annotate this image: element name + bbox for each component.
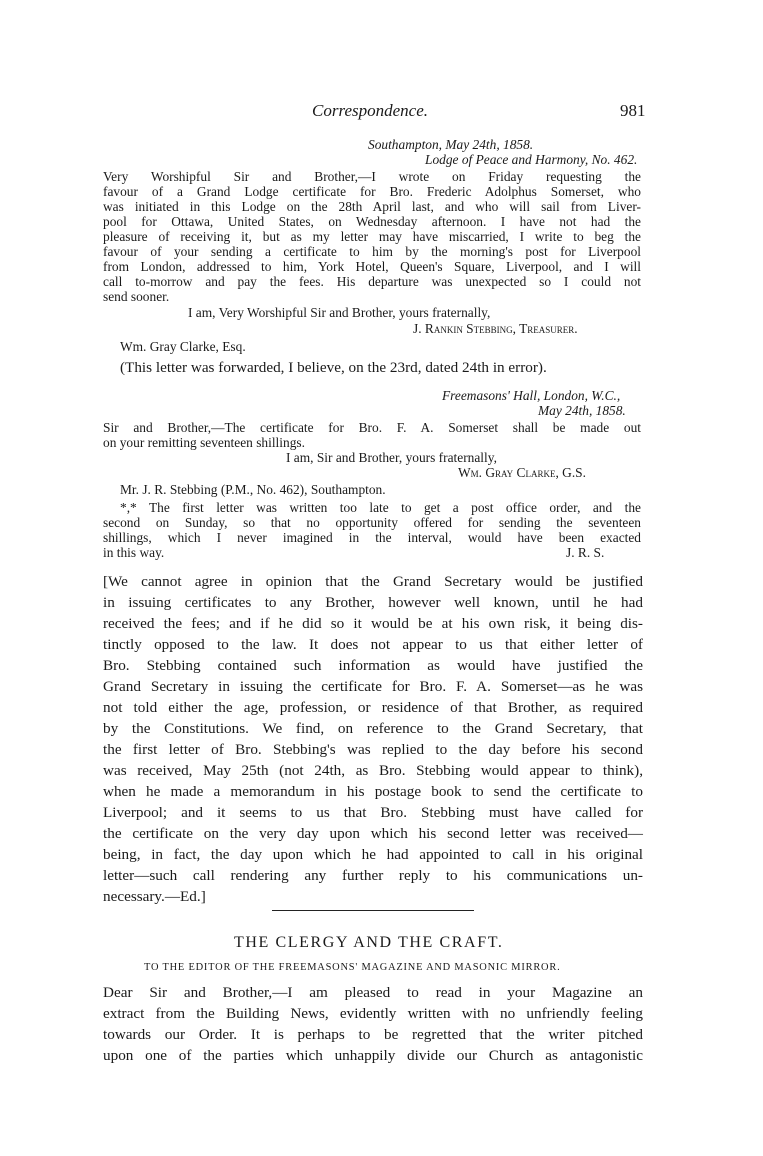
letter1-body-line: Very Worshipful Sir and Brother,—I wrote on Friday requesting the [103, 169, 641, 184]
letter1-body-line: favour of a Grand Lodge certificate for Bro. Frederic Adolphus Somerset, who [103, 184, 641, 199]
forward-note: (This letter was forwarded, I believe, on the 23rd, dated 24th in error). [120, 359, 547, 376]
section-body-line: upon one of the parties which unhappily divide our Church as antagonistic [103, 1047, 643, 1064]
letter1-body-line: send sooner. [103, 289, 170, 304]
editor-note-line: letter—such call rendering any further reply to his communications un- [103, 867, 643, 884]
postscript-line: shillings, which I never imagined in the interval, would have been exacted [103, 530, 641, 545]
postscript-line: *,* The first letter was written too late to get a post office order, and the [120, 500, 641, 515]
letter1-closing: I am, Very Worshipful Sir and Brother, yours fraternally, [188, 305, 491, 320]
letter1-body-line: was initiated in this Lodge on the 28th April last, and who will sail from Liver- [103, 199, 641, 214]
letter2-place: Freemasons' Hall, London, W.C., [442, 388, 621, 403]
letter2-closing: I am, Sir and Brother, yours fraternally, [286, 450, 497, 465]
editor-note-line: Liverpool; and it seems to us that Bro. Stebbing must have called for [103, 804, 643, 821]
postscript-line: second on Sunday, so that no opportunity offered for sending the seventeen [103, 515, 641, 530]
letter1-body-line: from London, addressed to him, York Hotel, Queen's Square, Liverpool, and I will [103, 259, 641, 274]
letter1-addressee: Wm. Gray Clarke, Esq. [120, 339, 246, 354]
editor-note-line: when he made a memorandum in his postage book to send the certificate to [103, 783, 643, 800]
editor-note-line: Bro. Stebbing contained such information as would have justified the [103, 657, 643, 674]
section-divider [272, 910, 474, 911]
letter1-body-line: pool for Ottawa, United States, on Wednesday afternoon. I have not had the [103, 214, 641, 229]
letter2-date: May 24th, 1858. [538, 403, 626, 418]
postscript-line: in this way. [103, 545, 165, 560]
editor-note-line: necessary.—Ed.] [103, 888, 206, 905]
editor-note-line: the certificate on the very day upon which his second letter was received— [103, 825, 643, 842]
letter1-body-line: call to-morrow and pay the fees. His departure was unexpected so I could not [103, 274, 641, 289]
editor-note-line: [We cannot agree in opinion that the Grand Secretary would be justified [103, 573, 643, 590]
letter2-body-line: on your remitting seventeen shillings. [103, 435, 305, 450]
editor-note-line: by the Constitutions. We find, on reference to the Grand Secretary, that [103, 720, 643, 737]
editor-note-line: in issuing certificates to any Brother, however well known, until he had [103, 594, 643, 611]
section-body-line: towards our Order. It is perhaps to be regretted that the writer pitched [103, 1026, 643, 1043]
editor-note-line: received the fees; and if he did so it would be at his own risk, it being dis- [103, 615, 643, 632]
section-body-line: Dear Sir and Brother,—I am pleased to read in your Magazine an [103, 984, 643, 1001]
postscript-initials: J. R. S. [566, 545, 605, 560]
letter2-addressee: Mr. J. R. Stebbing (P.M., No. 462), Southampton. [120, 482, 386, 497]
letter1-body-line: pleasure of receiving it, but as my letter may have miscarried, I write to beg the [103, 229, 641, 244]
running-header-title: Correspondence. [312, 101, 428, 120]
editor-note-line: was received, May 25th (not 24th, as Bro. Stebbing would appear to think), [103, 762, 643, 779]
editor-note-line: the first letter of Bro. Stebbing's was replied to the day before his second [103, 741, 643, 758]
letter1-lodge: Lodge of Peace and Harmony, No. 462. [425, 152, 638, 167]
letter2-signature: Wm. Gray Clarke, G.S. [458, 465, 586, 480]
section-subtitle: TO THE EDITOR OF THE FREEMASONS' MAGAZINE AND MASONIC MIRROR. [144, 962, 561, 973]
section-body-line: extract from the Building News, evidently written with no unfriendly feeling [103, 1005, 643, 1022]
letter1-signature: J. Rankin Stebbing, Treasurer. [413, 321, 578, 336]
letter1-body-line: favour of your sending a certificate to him by the morning's post for Liverpool [103, 244, 641, 259]
editor-note-line: tinctly opposed to the law. It does not appear to us that either letter of [103, 636, 643, 653]
letter1-place-date: Southampton, May 24th, 1858. [368, 137, 534, 152]
letter2-body-line: Sir and Brother,—The certificate for Bro. F. A. Somerset shall be made out [103, 420, 641, 435]
editor-note-line: not told either the age, profession, or residence of that Brother, as required [103, 699, 643, 716]
page-number: 981 [620, 101, 646, 120]
editor-note-line: being, in fact, the day upon which he had appointed to call in his original [103, 846, 643, 863]
section-title: THE CLERGY AND THE CRAFT. [234, 934, 504, 951]
editor-note-line: Grand Secretary in issuing the certificate for Bro. F. A. Somerset—as he was [103, 678, 643, 695]
